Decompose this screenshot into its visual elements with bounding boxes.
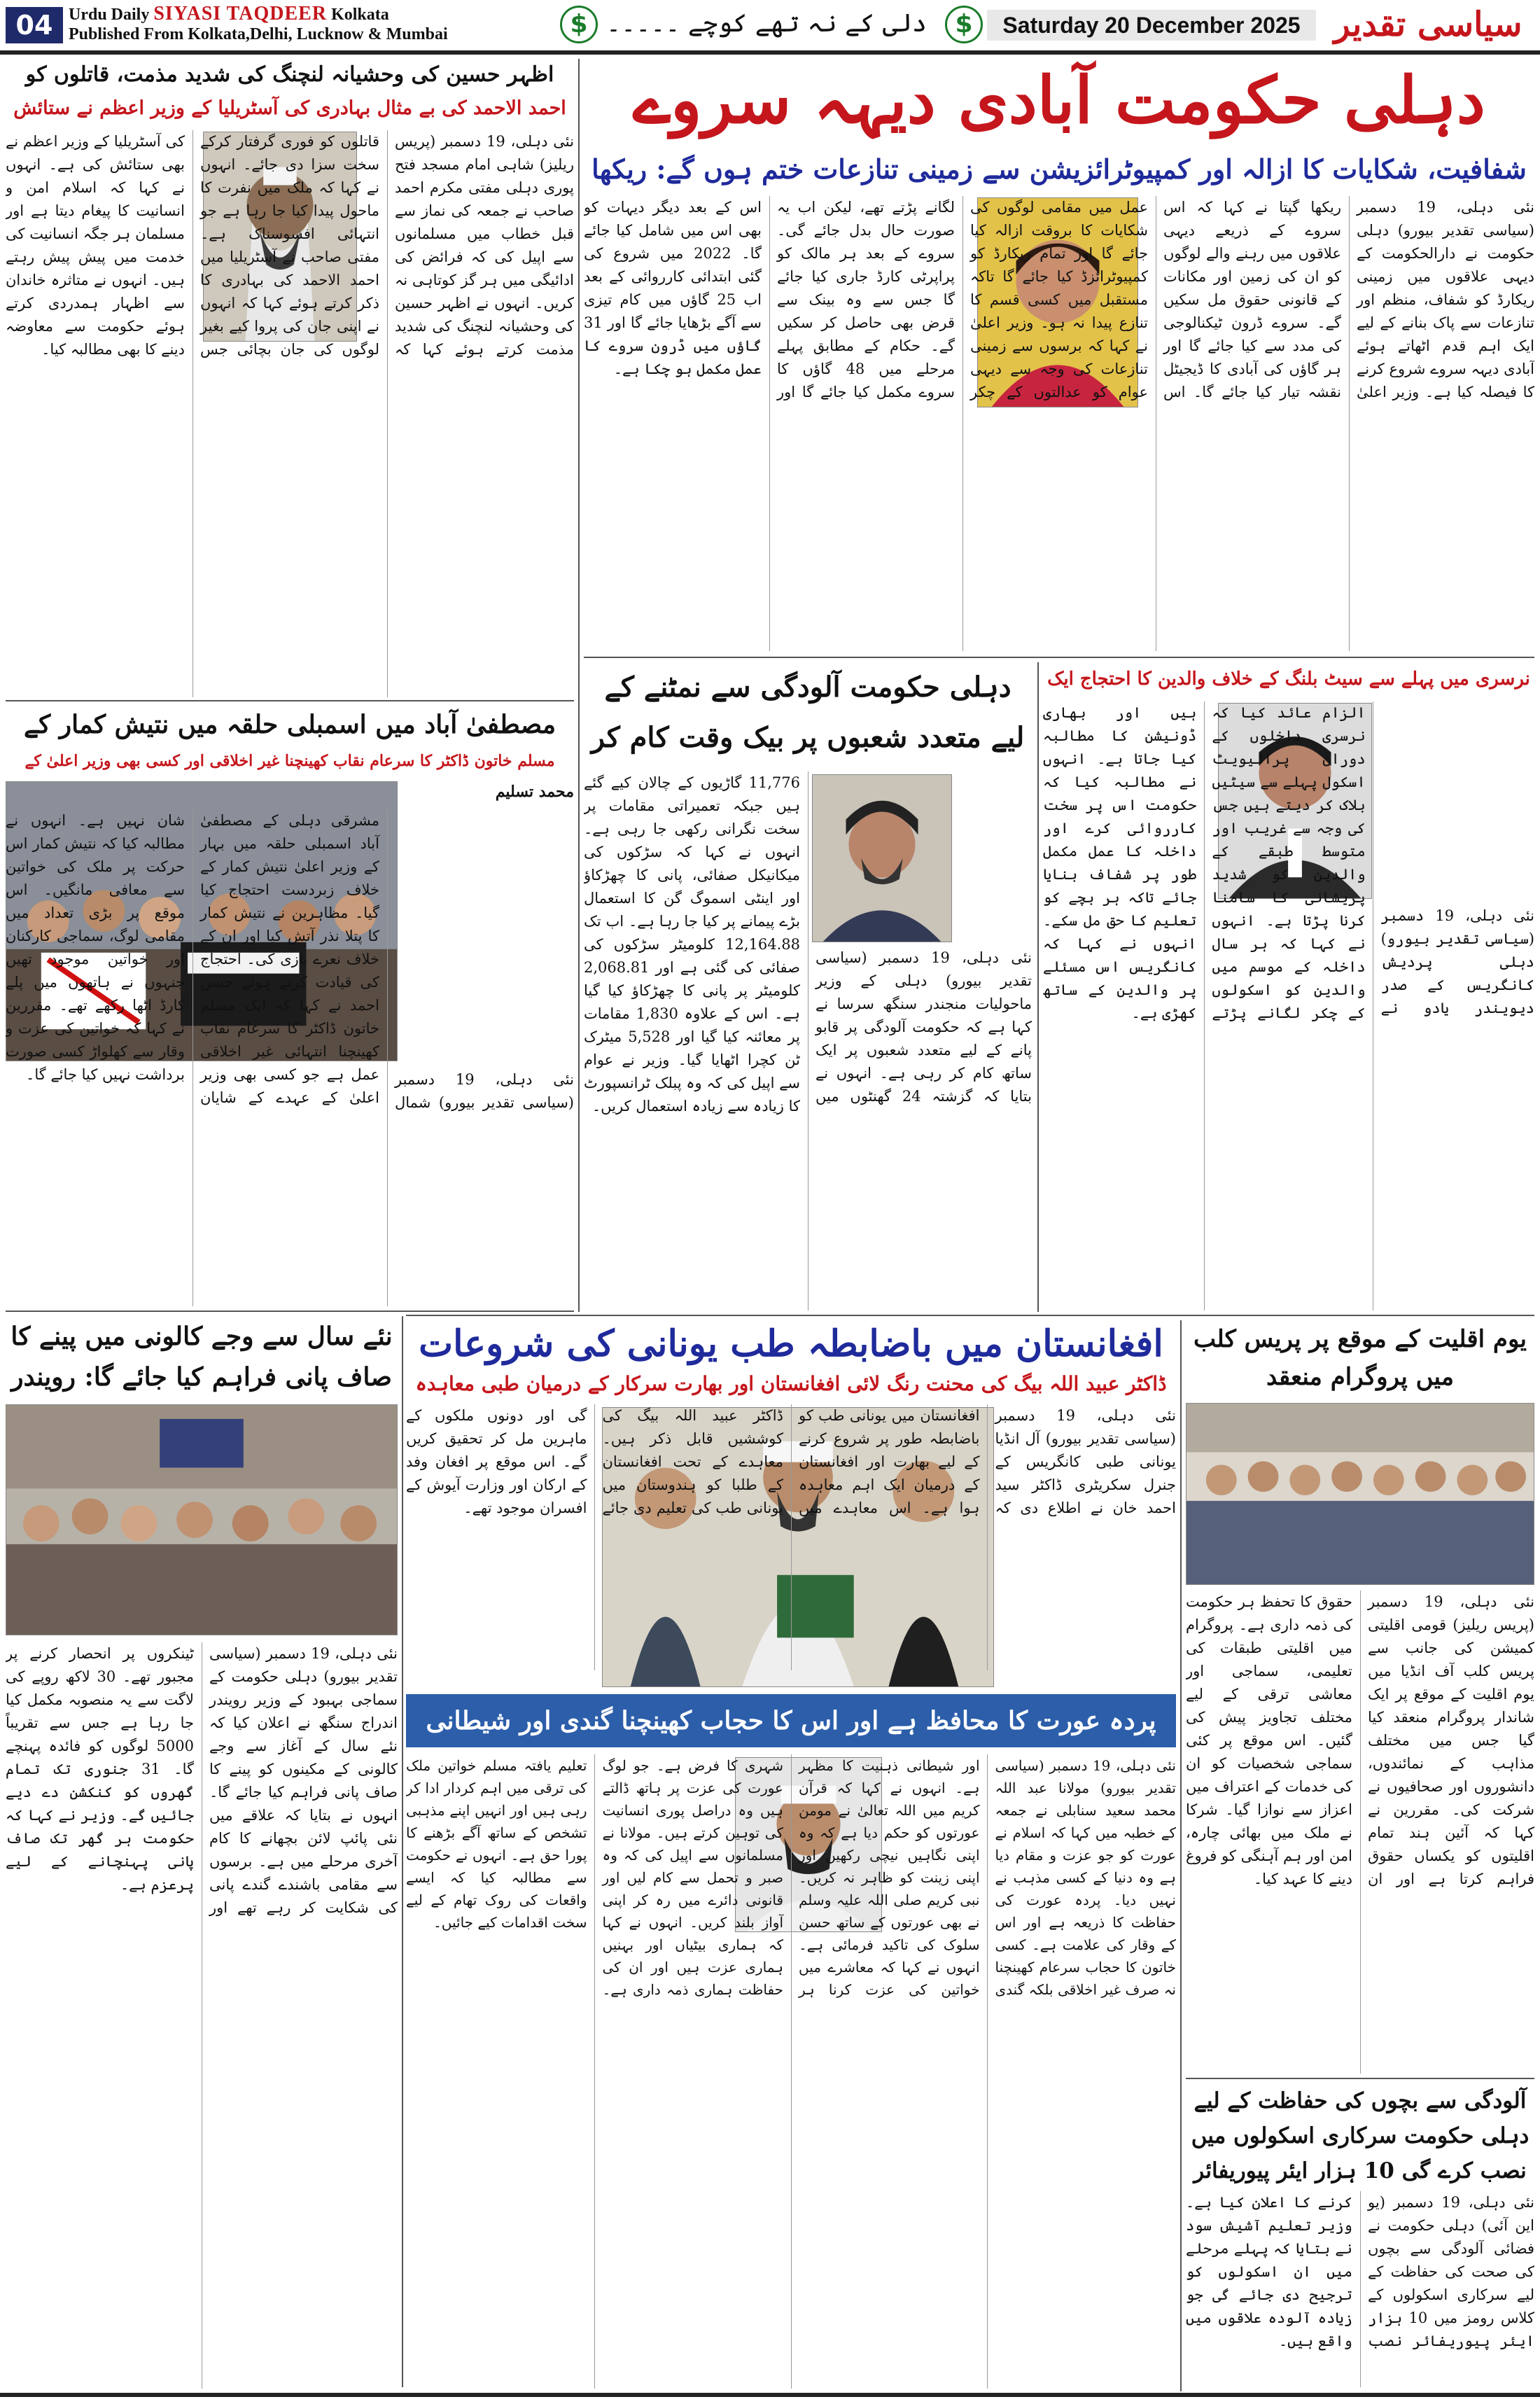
- lead-subhead: شفافیت، شکایات کا ازالہ اور کمپیوٹرائزیشن سے زمینی تنازعات ختم ہوں گے: ریکھا: [592, 153, 1527, 185]
- minority-headline: یوم اقلیت کے موقع پر پریس کلب میں پروگرام منعقد: [1193, 1325, 1527, 1391]
- nursery-body: [1043, 701, 1534, 1311]
- protest-text: نئی دہلی، 19 دسمبر (سیاسی تقدیر بیورو) شمال مشرقی دہلی کے مصطفیٰ آباد اسمبلی حلقہ میں بہار کے وزیر اعلیٰ نتیش کمار کے خلاف زبردست احتجاج کیا گیا۔ مظاہرین نے نتیش کمار کا پتلا نذر آتش کیا اور ان کے خلاف نعرے بازی کی۔ احتجاج کی قیادت کرتے ہوئے حسن احمد نے کہا کہ ایک مسلم خاتون ڈاکٹر کا سرعام نقاب کھینچنا انتہائی غیر اخلاقی عمل ہے جو کسی بھی وزیر اعلیٰ کے عہدے کے شایان شان نہیں ہے۔ انہوں نے مطالبہ کیا کہ نتیش کمار اس حرکت پر ملک کی خواتین سے معافی مانگیں۔ اس موقع پر بڑی تعداد میں مقامی لوگ، سماجی کارکنان اور خواتین موجود تھیں جنہوں نے ہاتھوں میں پلے کارڈ اٹھا رکھے تھے۔ مقررین نے کہا کہ خواتین کی عزت و وقار سے کھلواڑ کسی صورت برداشت نہیں کیا جائے گا۔: [6, 812, 574, 1111]
- masthead: [0, 0, 1540, 49]
- newspaper-logo: سیاسی تقدیر: [1334, 5, 1522, 44]
- divider: [6, 700, 574, 701]
- divider: [1186, 2078, 1534, 2079]
- minority-day-photo: [1186, 1403, 1534, 1585]
- water-headline: نئے سال سے وجے کالونی میں پینے کا صاف پانی فراہم کیا جائے گا: رویندر: [10, 1322, 393, 1392]
- imam-subhead: احمد الاحمد کی بے مثال بہادری کی آسٹریلیا کے وزیر اعظم نے ستائش: [13, 97, 566, 119]
- protest-subhead: مسلم خاتون ڈاکٹر کا سرعام نقاب کھینچنا غیر اخلاقی اور کسی بھی وزیر اعلیٰ کے: [24, 752, 555, 770]
- column-rule: [402, 1316, 403, 2387]
- photo-spacer: [1381, 701, 1534, 904]
- imam-headline: اظہر حسین کی وحشیانہ لنچنگ کی شدید مذمت، قاتلوں کو: [25, 62, 554, 87]
- column-rule: [1037, 662, 1039, 1312]
- protest-byline: محمد تسلیم: [495, 783, 574, 801]
- divider: [584, 657, 1534, 658]
- water-photo: [6, 1404, 398, 1635]
- imam-body: نئی دہلی، 19 دسمبر (پریس ریلیز) شاہی امام مسجد فتح پوری دہلی مفتی مکرم احمد صاحب نے جمعہ کی نماز سے قبل خطاب میں مسلمانوں سے اپیل کی کہ فرائض کی ادائیگی میں ہر گز کوتاہی نہ کریں۔ انہوں نے اظہر حسین کی وحشیانہ لنچنگ کی شدید مذمت کرتے ہوئے کہا کہ قاتلوں کو فوری گرفتار کرکے سخت سزا دی جائے۔ انہوں نے کہا کہ ملک میں نفرت کا ماحول پیدا کیا جا رہا ہے جو انتہائی افسوسناک ہے۔ مفتی صاحب نے آسٹریلیا میں احمد الاحمد کی بہادری کا ذکر کرتے ہوئے کہا کہ انہوں نے اپنی جان کی پروا کیے بغیر لوگوں کی جان بچائی جس کی آسٹریلیا کے وزیر اعظم نے بھی ستائش کی ہے۔ انہوں نے کہا کہ اسلام امن و انسانیت کا پیغام دیتا ہے اور مسلمان ہر جگہ انسانیت کی خدمت میں پیش پیش رہتے ہیں۔ انہوں نے متاثرہ خاندان سے اظہار ہمدردی کرتے ہوئے حکومت سے معاوضہ دینے کا بھی مطالبہ کیا۔: [6, 133, 574, 358]
- edition-cities: Published From Kolkata,Delhi, Lucknow & Mumbai: [69, 25, 448, 43]
- lead-body: نئی دہلی، 19 دسمبر (سیاسی تقدیر بیورو) دہلی حکومت نے دارالحکومت کے دیہی علاقوں میں زمینی ریکارڈ کو شفاف، منظم اور تنازعات سے پاک بنانے کے لیے ایک اہم قدم اٹھاتے ہوئے آبادی دیہہ سروے شروع کرنے کا فیصلہ کیا ہے۔ وزیر اعلیٰ ریکھا گپتا نے کہا کہ اس سروے کے ذریعے دیہی علاقوں میں رہنے والے لوگوں کو ان کی زمین اور مکانات کے قانونی حقوق مل سکیں گے۔ سروے ڈرون ٹیکنالوجی کی مدد سے کیا جائے گا اور ہر گاؤں کی آبادی کا ڈیجیٹل نقشہ تیار کیا جائے گا۔ اس عمل میں مقامی لوگوں کی شکایات کا بروقت ازالہ کیا جائے گا اور تمام ریکارڈ کو کمپیوٹرائزڈ کیا جائے گا تاکہ مستقبل میں کسی قسم کا تنازع پیدا نہ ہو۔ وزیر اعلیٰ نے کہا کہ برسوں سے زمینی تنازعات کی وجہ سے دیہی عوام کو عدالتوں کے چکر لگانے پڑتے تھے، لیکن اب یہ صورت حال بدل جائے گی۔ سروے کے بعد ہر مالک کو پراپرٹی کارڈ جاری کیا جائے گا جس سے وہ بینک سے قرض بھی حاصل کر سکیں گے۔ حکام کے مطابق پہلے مرحلے میں 48 گاؤں کا سروے مکمل کیا جائے گا اور اس کے بعد دیگر دیہات کو بھی اس میں شامل کیا جائے گا۔ 2022 میں شروع کی گئی ابتدائی کارروائی کے بعد اب 25 گاؤں میں کام تیزی سے آگے بڑھایا جائے گا اور 31 گاؤں میں ڈرون سروے کا عمل مکمل ہو چکا ہے۔: [584, 199, 1534, 400]
- afghan-body: [406, 1404, 1176, 1670]
- issue-date: Saturday 20 December 2025: [987, 10, 1316, 41]
- photo-spacer: [395, 809, 574, 1068]
- nursery-headline: نرسری میں پہلے سے سیٹ بلنگ کے خلاف والدین کا احتجاج ایک: [1047, 669, 1530, 690]
- header-rule: [0, 50, 1540, 55]
- pollution-text: نئی دہلی، 19 دسمبر (سیاسی تقدیر بیورو) دہلی کے وزیر ماحولیات منجندر سنگھ سرسا نے کہا ہے کہ حکومت آلودگی پر قابو پانے کے لیے متعدد شعبوں پر ایک ساتھ کام کر رہی ہے۔ انہوں نے بتایا کہ گزشتہ 24 گھنٹوں میں 11,776 گاڑیوں کے چالان کیے گئے ہیں جبکہ تعمیراتی مقامات پر سخت نگرانی رکھی جا رہی ہے۔ انہوں نے کہا کہ سڑکوں کی میکانیکل صفائی، پانی کا چھڑکاؤ اور اینٹی اسموگ گن کا استعمال بڑے پیمانے پر کیا جا رہا ہے۔ اب تک 12,164.88 کلومیٹر سڑکوں کی صفائی کی گئی ہے اور 2,068.81 کلومیٹر پر پانی کا چھڑکاؤ کیا گیا ہے۔ اس کے علاوہ 1,830 مقامات پر معائنہ کیا گیا اور 5,528 میٹرک ٹن کچرا اٹھایا گیا۔ وزیر نے عوام سے اپیل کی کہ وہ پبلک ٹرانسپورٹ کا زیادہ سے زیادہ استعمال کریں۔: [584, 774, 1032, 1114]
- column-rule: [578, 59, 580, 1312]
- nursery-text: نئی دہلی، 19 دسمبر (سیاسی تقدیر بیورو) دہلی پردیش کانگریس کے صدر دیویندر یادو نے الزام عائد کیا کہ نرسری داخلوں کے دوران پرائیویٹ اسکول پہلے سے سیٹیں بلاک کر دیتے ہیں جس کی وجہ سے غریب اور متوسط طبقے کے والدین کو شدید پریشانی کا سامنا کرنا پڑتا ہے۔ انہوں نے کہا کہ ہر سال داخلہ کے موسم میں والدین کو اسکولوں کے چکر لگانے پڑتے ہیں اور بھاری ڈونیشن کا مطالبہ کیا جاتا ہے۔ انہوں نے مطالبہ کیا کہ حکومت اس پر سخت کارروائی کرے اور داخلہ کا عمل مکمل طور پر شفاف بنایا جائے تاکہ ہر بچے کو تعلیم کا حق مل سکے۔ انہوں نے کہا کہ کانگریس اس مسئلے پر والدین کے ساتھ کھڑی ہے۔: [1043, 704, 1534, 1021]
- afghan-text: نئی دہلی، 19 دسمبر (سیاسی تقدیر بیورو) آل انڈیا یونانی طبی کانگریس کے جنرل سکریٹری ڈاکٹر سید احمد خان نے اطلاع دی کہ افغانستان میں یونانی طب کو باضابطہ طور پر شروع کرنے کے لیے بھارت اور افغانستان کے درمیان ایک اہم معاہدہ ہوا ہے۔ اس معاہدے میں ڈاکٹر عبید اللہ بیگ کی کوششیں قابل ذکر ہیں۔ معاہدے کے تحت افغانستان کے طلبا کو ہندوستان میں یونانی طب کی تعلیم دی جائے گی اور دونوں ملکوں کے ماہرین مل کر تحقیق کریں گے۔ اس موقع پر افغان وفد کے ارکان اور وزارت آیوش کے افسران موجود تھے۔: [406, 1407, 1176, 1516]
- protest-body: [6, 809, 574, 1306]
- air-body: نئی دہلی، 19 دسمبر (یو این آئی) دہلی حکومت نے فضائی آلودگی سے بچوں کی صحت کی حفاظت کے لیے سرکاری اسکولوں کے کلاس رومز میں 10 ہزار ایئر پیوریفائر نصب کرنے کا اعلان کیا ہے۔ وزیر تعلیم آشیش سود نے بتایا کہ پہلے مرحلے میں ان اسکولوں کو ترجیح دی جائے گی جو زیادہ آلودہ علاقوں میں واقع ہیں۔: [1186, 2194, 1534, 2349]
- purdah-headline: پردہ عورت کا محافظ ہے اور اس کا حجاب کھینچنا گندی اور شیطانی: [406, 1694, 1176, 1747]
- afghan-subhead: ڈاکٹر عبید اللہ بیگ کی محنت رنگ لائی افغانستان اور بھارت سرکار کے درمیان طبی معاہدہ: [415, 1372, 1167, 1395]
- slogan: دلی کے نہ تھے کوچے ۔۔۔۔۔: [606, 9, 927, 38]
- photo-spacer: [816, 771, 1032, 946]
- edition-city: Kolkata: [331, 6, 389, 24]
- pollution-body: [584, 771, 1032, 1311]
- page-number: 04: [6, 7, 63, 43]
- pollution-headline: دہلی حکومت آلودگی سے نمٹنے کے لیے متعدد شعبوں پر بیک وقت کام کر: [591, 671, 1025, 754]
- dollar-icon: $: [560, 6, 598, 43]
- minority-body: نئی دہلی، 19 دسمبر (پریس ریلیز) قومی اقلیتی کمیشن کی جانب سے پریس کلب آف انڈیا میں یوم اقلیت کے موقع پر ایک شاندار پروگرام منعقد کیا گیا جس میں مختلف مذاہب کے نمائندوں، دانشوروں اور صحافیوں نے شرکت کی۔ مقررین نے کہا کہ آئین ہند تمام اقلیتوں کو یکساں حقوق فراہم کرتا ہے اور ان حقوق کا تحفظ ہر حکومت کی ذمہ داری ہے۔ پروگرام میں اقلیتی طبقات کی تعلیمی، سماجی اور معاشی ترقی کے لیے مختلف تجاویز پیش کی گئیں۔ اس موقع پر کئی سماجی شخصیات کو ان کی خدمات کے اعتراف میں اعزاز سے نوازا گیا۔ شرکا نے ملک میں بھائی چارہ، امن اور ہم آہنگی کو فروغ دینے کا عہد کیا۔: [1186, 1593, 1534, 1887]
- divider: [406, 1315, 1534, 1316]
- air-headline: آلودگی سے بچوں کی حفاظت کے لیے دہلی حکومت سرکاری اسکولوں میں نصب کرے گی 10 ہزار ایئر پیوریفائر: [1191, 2088, 1530, 2183]
- dollar-icon: $: [945, 6, 983, 43]
- divider: [6, 1311, 574, 1312]
- water-body: نئی دہلی، 19 دسمبر (سیاسی تقدیر بیورو) دہلی حکومت کے سماجی بہبود کے وزیر رویندر اندراج سنگھ نے اعلان کیا کہ نئے سال کے آغاز سے وجے کالونی کے مکینوں کو پینے کا صاف پانی فراہم کیا جائے گا۔ انہوں نے بتایا کہ علاقے میں نئی پائپ لائن بچھانے کا کام آخری مرحلے میں ہے۔ برسوں سے مقامی باشندے گندے پانی کی شکایت کر رہے تھے اور ٹینکروں پر انحصار کرنے پر مجبور تھے۔ 30 لاکھ روپے کی لاگت سے یہ منصوبہ مکمل کیا جا رہا ہے جس سے تقریباً 5000 لوگوں کو فائدہ پہنچے گا۔ 31 جنوری تک تمام گھروں کو کنکشن دے دیے جائیں گے۔ وزیر نے کہا کہ حکومت ہر گھر تک صاف پانی پہنچانے کے لیے پرعزم ہے۔: [6, 1645, 398, 1916]
- lead-headline: دہلی حکومت آبادی دیہہ سروے: [633, 62, 1485, 138]
- footer-rule: [0, 2393, 1540, 2397]
- column-rule: [1180, 1320, 1182, 2391]
- edition-label: Urdu Daily: [69, 6, 150, 24]
- protest-headline: مصطفیٰ آباد میں اسمبلی حلقہ میں نتیش کمار کے: [23, 710, 556, 739]
- afghan-headline: افغانستان میں باضابطہ طب یونانی کی شروعات: [419, 1322, 1163, 1365]
- edition-brand: SIYASI TAQDEER: [153, 4, 328, 25]
- purdah-body: نئی دہلی، 19 دسمبر (سیاسی تقدیر بیورو) مولانا عبد اللہ محمد سعید سنابلی نے جمعہ کے خطبہ میں کہا کہ اسلام نے عورت کو جو عزت و مقام دیا ہے وہ دنیا کے کسی مذہب نے نہیں دیا۔ پردہ عورت کی حفاظت کا ذریعہ ہے اور اس کے وقار کی علامت ہے۔ کسی خاتون کا حجاب سرعام کھینچنا نہ صرف غیر اخلاقی بلکہ گندی اور شیطانی ذہنیت کا مظہر ہے۔ انہوں نے کہا کہ قرآن کریم میں اللہ تعالیٰ نے مومن عورتوں کو حکم دیا ہے کہ وہ اپنی نگاہیں نیچی رکھیں اور اپنی زینت کو ظاہر نہ کریں۔ نبی کریم صلی اللہ علیہ وسلم نے بھی عورتوں کے ساتھ حسن سلوک کی تاکید فرمائی ہے۔ انہوں نے کہا کہ معاشرے میں خواتین کی عزت کرنا ہر شہری کا فرض ہے۔ جو لوگ عورت کی عزت پر ہاتھ ڈالتے ہیں وہ دراصل پوری انسانیت کی توہین کرتے ہیں۔ مولانا نے مسلمانوں سے اپیل کی کہ وہ صبر و تحمل سے کام لیں اور قانونی دائرے میں رہ کر اپنی آواز بلند کریں۔ انہوں نے کہا کہ ہماری بیٹیاں اور بہنیں ہماری عزت ہیں اور ان کی حفاظت ہماری ذمہ داری ہے۔ تعلیم یافتہ مسلم خواتین ملک کی ترقی میں اہم کردار ادا کر رہی ہیں اور انہیں اپنے مذہبی تشخص کے ساتھ آگے بڑھنے کا پورا حق ہے۔ انہوں نے حکومت سے مطالبہ کیا کہ ایسے واقعات کی روک تھام کے لیے سخت اقدامات کیے جائیں۔: [406, 1757, 1176, 1998]
- edition-info: [69, 4, 517, 46]
